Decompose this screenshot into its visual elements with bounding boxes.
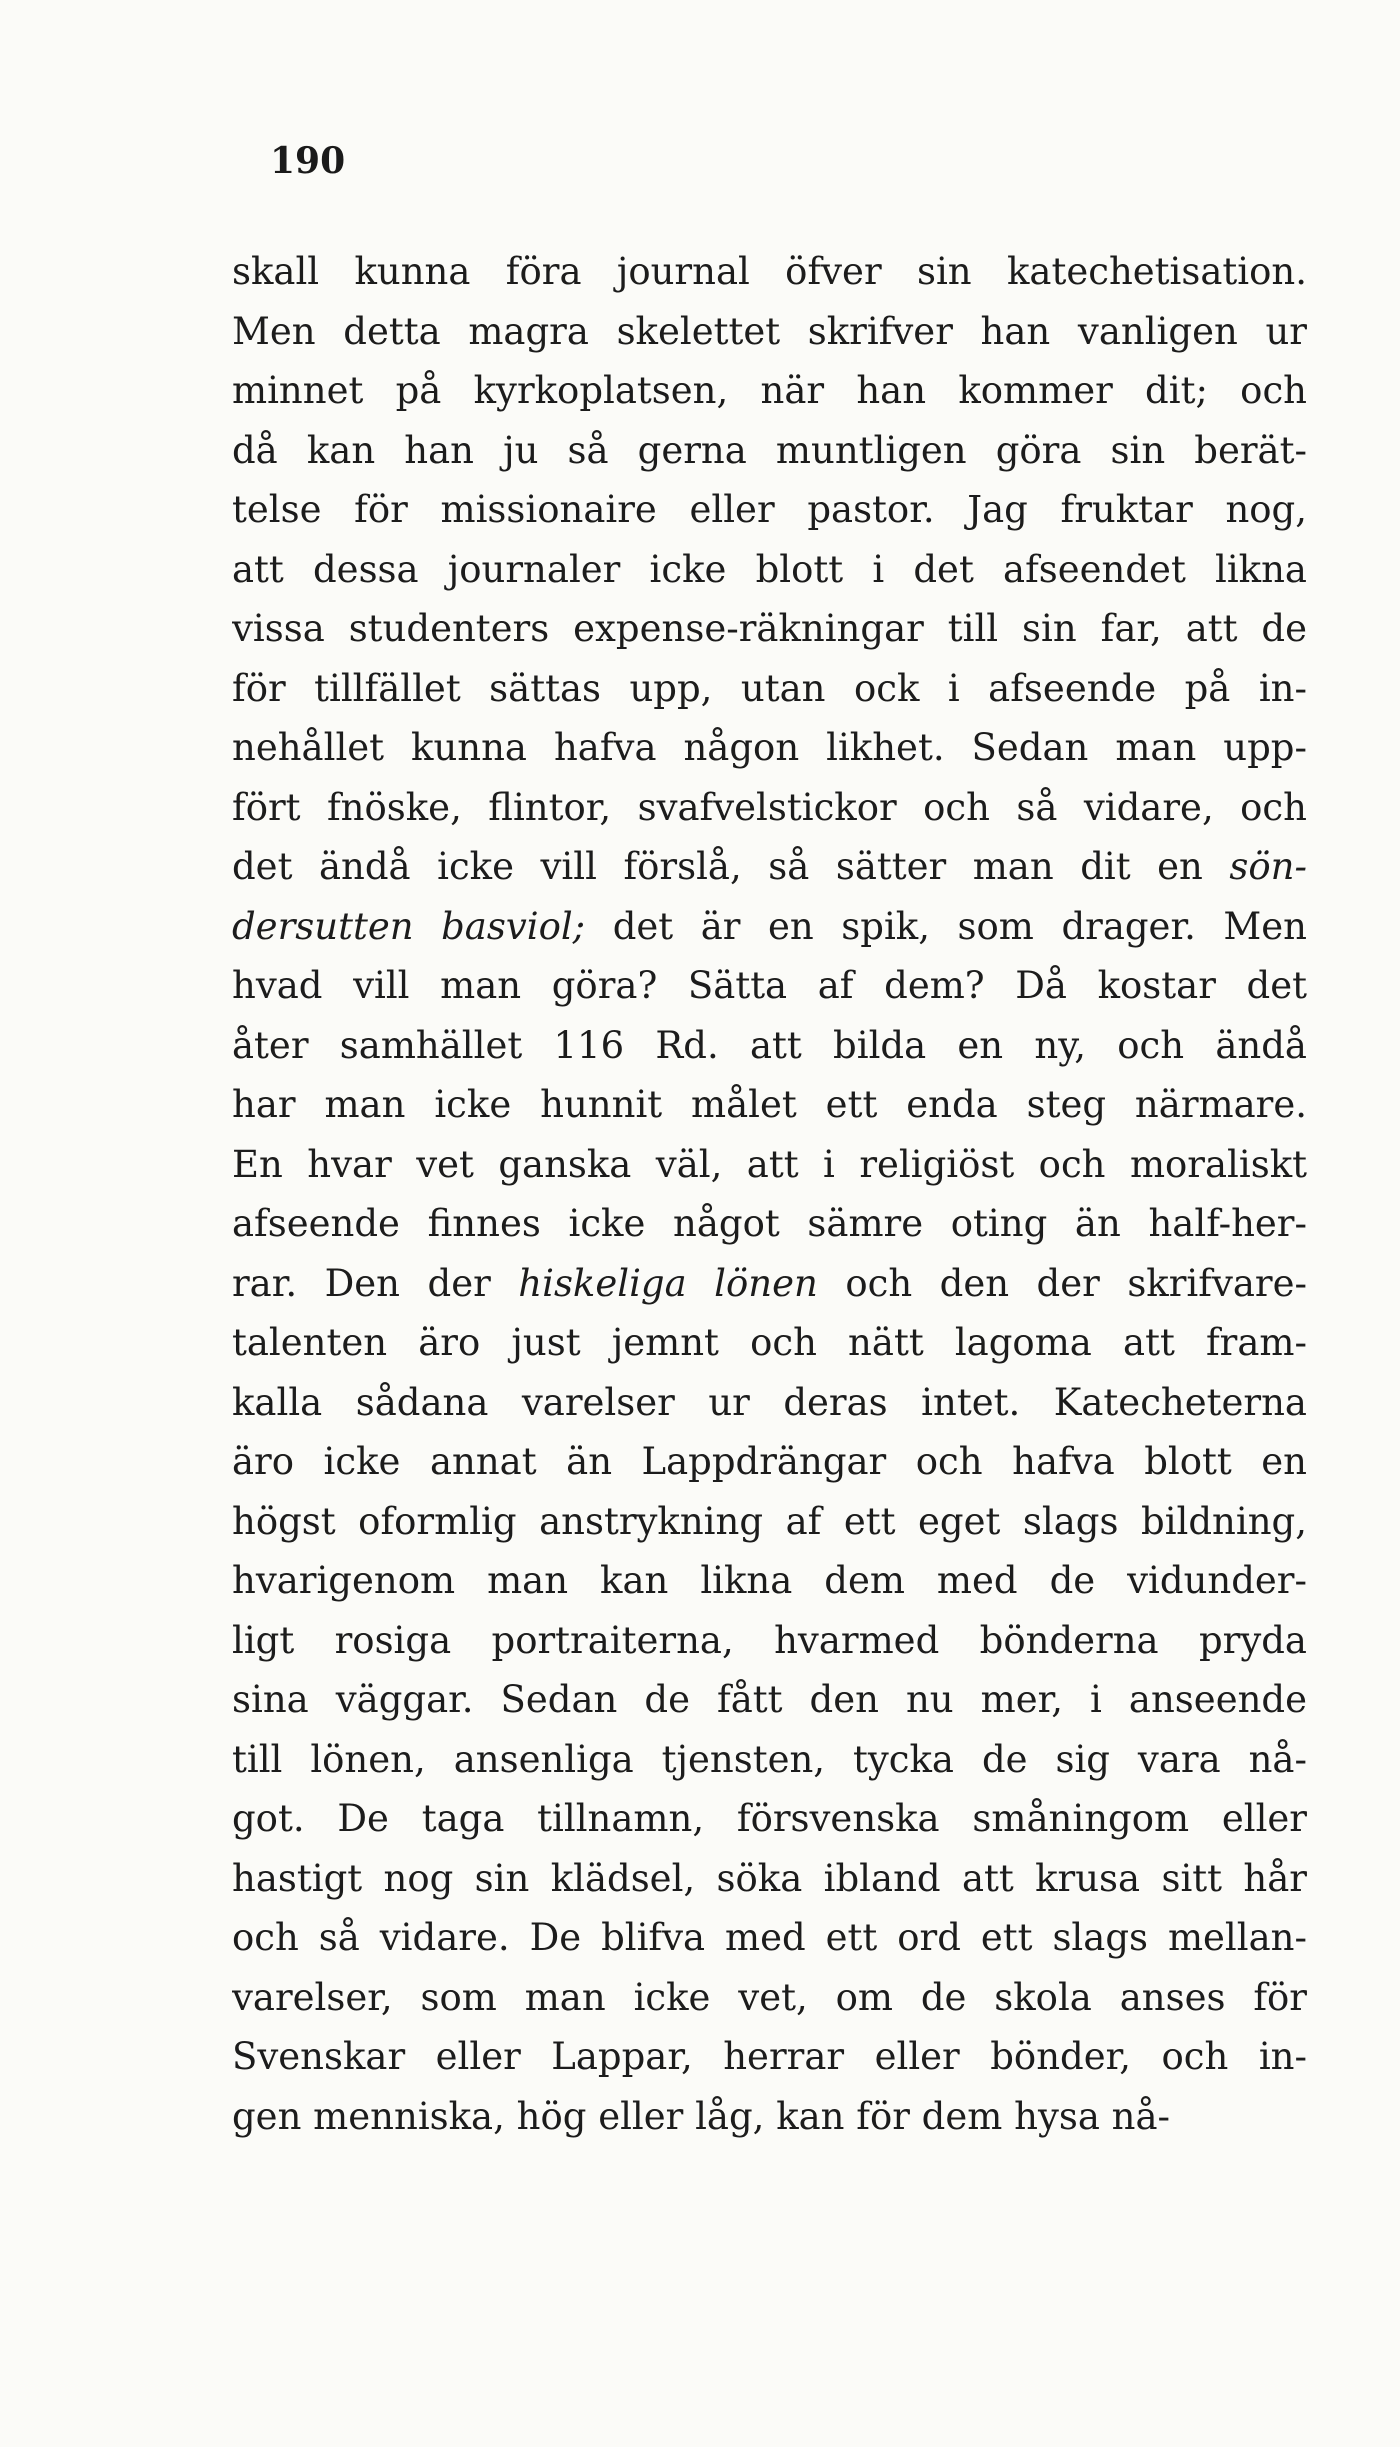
text-line: [232, 540, 1307, 600]
line-text: rar. Den der: [232, 1261, 519, 1305]
line-text: got. De taga tillnamn, försvenska småningom eller: [232, 1797, 1307, 1840]
page-number: 190: [270, 140, 346, 182]
text-line: [232, 1254, 1307, 1314]
line-text: sina väggar. Sedan de fått den nu mer, i anseende: [232, 1678, 1307, 1721]
italic-text: dersutten basviol;: [232, 904, 586, 948]
text-line: [232, 1789, 1307, 1849]
text-line: [232, 1432, 1307, 1492]
text-line: [232, 1313, 1307, 1373]
text-line: [232, 302, 1307, 362]
line-text: skall kunna föra journal öfver sin katechetisation.: [232, 250, 1307, 293]
line-text: vissa studenters expense-räkningar till sin far, att de: [232, 607, 1307, 650]
line-text: En hvar vet ganska väl, att i religiöst och moraliskt: [232, 1142, 1307, 1186]
italic-text: sön-: [1229, 845, 1307, 888]
line-text: och den der skrifvare-: [817, 1261, 1307, 1305]
text-line: [232, 1849, 1307, 1909]
text-line: [232, 1551, 1307, 1611]
text-line: [232, 2087, 1307, 2147]
line-text: talenten äro just jemnt och nätt lagoma att fram-: [232, 1321, 1307, 1364]
text-line: [232, 599, 1307, 659]
line-text: kalla sådana varelser ur deras intet. Katecheterna: [232, 1380, 1307, 1424]
text-line: [232, 1135, 1307, 1195]
text-line: [232, 718, 1307, 778]
text-line: [232, 1730, 1307, 1790]
line-text: då kan han ju så gerna muntligen göra sin berät-: [232, 428, 1307, 472]
line-text: gen menniska, hög eller låg, kan för dem hysa nå-: [232, 2094, 1171, 2138]
line-text: varelser, som man icke vet, om de skola anses för: [232, 1975, 1307, 2019]
text-line: [232, 480, 1307, 540]
text-line: [232, 1968, 1307, 2028]
text-line: [232, 1373, 1307, 1433]
line-text: att dessa journaler icke blott i det afseendet likna: [232, 547, 1307, 591]
line-text: och så vidare. De blifva med ett ord ett slags mellan-: [232, 1916, 1307, 1959]
line-text: fört fnöske, flintor, svafvelstickor och så vidare, och: [232, 785, 1307, 829]
line-text: ligt rosiga portraiterna, hvarmed bönderna pryda: [232, 1618, 1307, 1662]
line-text: det är en spik, som drager. Men: [585, 904, 1307, 948]
line-text: hastigt nog sin klädsel, söka ibland att krusa sitt hår: [232, 1856, 1307, 1900]
text-line: [232, 837, 1307, 897]
line-text: hvarigenom man kan likna dem med de vidunder-: [232, 1559, 1307, 1602]
line-text: Svenskar eller Lappar, herrar eller bönder, och in-: [232, 2035, 1307, 2078]
text-line: [232, 1670, 1307, 1730]
text-line: [232, 1492, 1307, 1552]
line-text: nehållet kunna hafva någon likhet. Sedan man upp-: [232, 726, 1307, 769]
italic-text: hiskeliga lönen: [518, 1261, 818, 1305]
text-line: [232, 1194, 1307, 1254]
text-line: [232, 421, 1307, 481]
line-text: högst oformlig anstrykning af ett eget slags bildning,: [232, 1499, 1307, 1543]
line-text: afseende finnes icke något sämre oting än half-her-: [232, 1202, 1307, 1245]
line-text: för tillfället sättas upp, utan ock i afseende på in-: [232, 666, 1307, 710]
line-text: hvad vill man göra? Sätta af dem? Då kostar det: [232, 964, 1307, 1007]
text-line: [232, 1908, 1307, 1968]
line-text: telse för missionaire eller pastor. Jag fruktar nog,: [232, 488, 1307, 531]
line-text: Men detta magra skelettet skrifver han vanligen ur: [232, 309, 1307, 353]
line-text: har man icke hunnit målet ett enda steg närmare.: [232, 1083, 1307, 1126]
text-line: [232, 1016, 1307, 1076]
text-line: [232, 1611, 1307, 1671]
text-line: [232, 242, 1307, 302]
line-text: åter samhället 116 Rd. att bilda en ny, och ändå: [232, 1023, 1307, 1067]
line-text: minnet på kyrkoplatsen, när han kommer dit; och: [232, 369, 1307, 412]
line-text: det ändå icke vill förslå, så sätter man dit en: [232, 845, 1230, 888]
line-text: till lönen, ansenliga tjensten, tycka de sig vara nå-: [232, 1737, 1307, 1781]
line-text: äro icke annat än Lappdrängar och hafva blott en: [232, 1440, 1307, 1483]
text-line: [232, 956, 1307, 1016]
text-line: [232, 778, 1307, 838]
text-line: [232, 361, 1307, 421]
text-line: [232, 897, 1307, 957]
text-line: [232, 2027, 1307, 2087]
text-line: [232, 1075, 1307, 1135]
text-line: [232, 659, 1307, 719]
